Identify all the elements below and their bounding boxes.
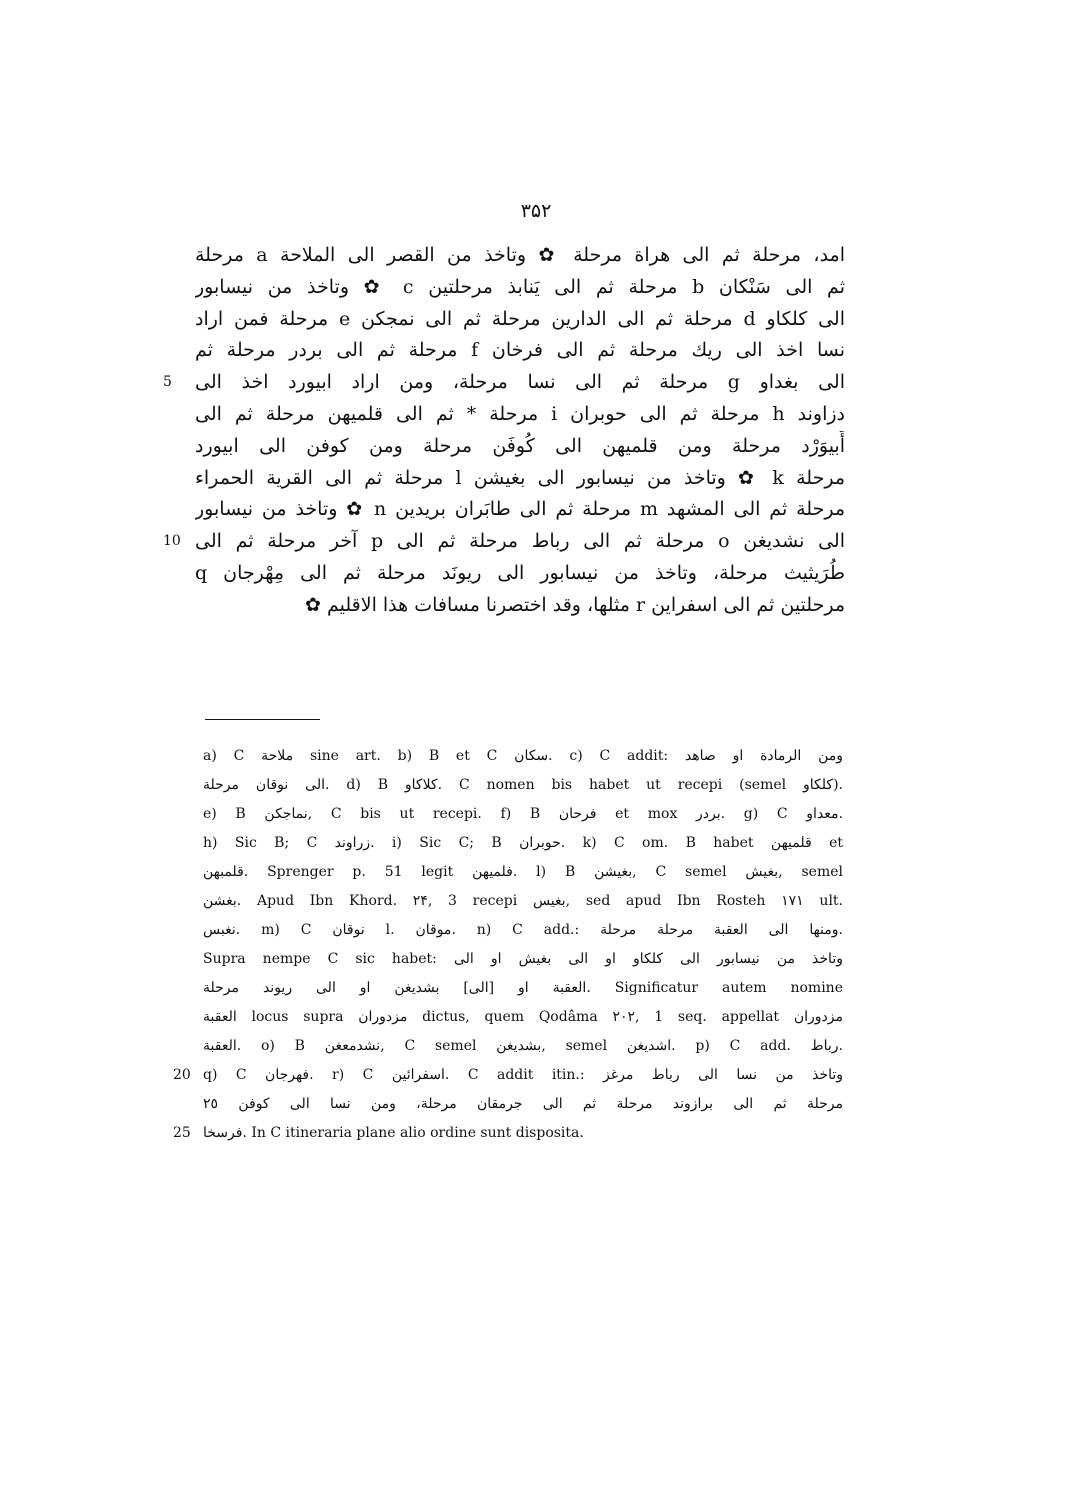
text-line: طُرَيثيث مرحلة، وتاخذ من نيسابور الى ريونَد مرحلة ثم الى مِهْرجان q — [195, 561, 845, 584]
text-line: ثم الى سَنْكان b مرحلة ثم الى يَنابذ مرحلتين c ✿ وتاخذ من نيسابور — [195, 275, 845, 298]
footnote-line: a) C ملاحة sine art. b) B et C سكان. c) C addit: ومن الرمادة او صاهد — [203, 748, 843, 764]
page-number: ۳۵۲ — [520, 200, 552, 222]
text-line: الى نشديغن o مرحلة ثم الى رباط مرحلة ثم الى p آخر مرحلة ثم الى — [195, 530, 845, 553]
text-line: دزاوند h مرحلة ثم الى حوبران i مرحلة * ثم الى قلميهن مرحلة ثم الى — [195, 402, 845, 425]
text-line: نسا اخذ الى ريك مرحلة ثم الى فرخان f مرحلة ثم الى بردر مرحلة ثم — [195, 339, 845, 362]
line-number-10: 10 — [163, 533, 181, 550]
footnote-line: العقبة. o) B نشدمعغن, C semel بشديغن, semel اشديغن. p) C add. رباط. — [203, 1038, 843, 1054]
text-line: مرحلة ثم الى المشهد m مرحلة ثم الى طابَران بريدين n ✿ وتاخذ من نيسابور — [195, 498, 845, 521]
footnote-line: فرسخا. In C itineraria plane alio ordine sunt disposita. — [203, 1125, 584, 1141]
footnote-line: قلمبهن. Sprenger p. 51 legit فلميهن. l) B بغيشن, C semel بغيش, semel — [203, 864, 843, 880]
footnote-line: q) C فهرجان. r) C اسفرائين. C addit itin.: وتاخذ من نسا الى رباط مرغز — [203, 1067, 843, 1083]
text-line: امد، مرحلة ثم الى هراة مرحلة ✿ وتاخذ من القصر الى الملاحة a مرحلة — [195, 244, 845, 266]
text-line: مرحلة k ✿ وتاخذ من نيسابور الى بغيشن l مرحلة ثم الى القرية الحمراء — [195, 466, 845, 489]
footnote-line: الى نوقان مرحلة. d) B كلاكاو. C nomen bis habet ut recepi (semel كلكاو). — [203, 777, 843, 793]
footnote-line: e) B نماجكن, C bis ut recepi. f) B فرحان et mox بردر. g) C معداو. — [203, 806, 843, 822]
main-text — [163, 240, 845, 622]
footnote-line: بغشن. Apud Ibn Khord. ۲۴, 3 recepi بغيس, sed apud Ibn Rosteh ۱۷۱ ult. — [203, 893, 843, 909]
footnote-line: h) Sic B; C زراوند. i) Sic C; B حوبران. k) C om. B habet قلميهن et — [203, 835, 843, 851]
line-number-25: 25 — [173, 1125, 191, 1141]
text-line: الى كلكاو d مرحلة ثم الى الدارين مرحلة ثم الى نمجكن e مرحلة فمن اراد — [195, 307, 845, 330]
text-line: مرحلتين ثم الى اسفراين r مثلها، وقد اختصرنا مسافات هذا الاقليم ✿ — [305, 593, 845, 616]
footnote-line: العقبة locus supra مزدوران dictus, quem Qodâma ۲۰۲, 1 seq. appellat مزدوران — [203, 1009, 843, 1025]
line-number-5: 5 — [163, 374, 172, 391]
footnote-line: Supra nempe C sic habet: وتاخذ من نيسابور الى كلكاو او الى بغيش او الى — [203, 951, 843, 967]
text-line: الى بغداو g مرحلة ثم الى نسا مرحلة، ومن اراد ابيورد اخذ الى — [195, 371, 845, 394]
footnote-line: العقبة او [الى] بشديغن او الى ريوند مرحلة. Significatur autem nomine — [203, 980, 843, 996]
footnote-line: مرحلة ثم الى برازوند مرحلة ثم الى جرمقان مرحلة، ومن نسا الى كوفن ۲٥ — [203, 1096, 843, 1112]
footnote-divider — [205, 719, 320, 720]
line-number-20: 20 — [173, 1067, 191, 1083]
footnote-line: نغبس. m) C نوقان l. موقان. n) C add.: ومنها الى العقبة مرحلة مرحلة. — [203, 922, 843, 938]
footnotes — [173, 742, 843, 1148]
text-line: أَبيوَرْد مرحلة ومن قلميهن الى كُوفَن مرحلة ومن كوفن الى ابيورد — [195, 434, 845, 457]
